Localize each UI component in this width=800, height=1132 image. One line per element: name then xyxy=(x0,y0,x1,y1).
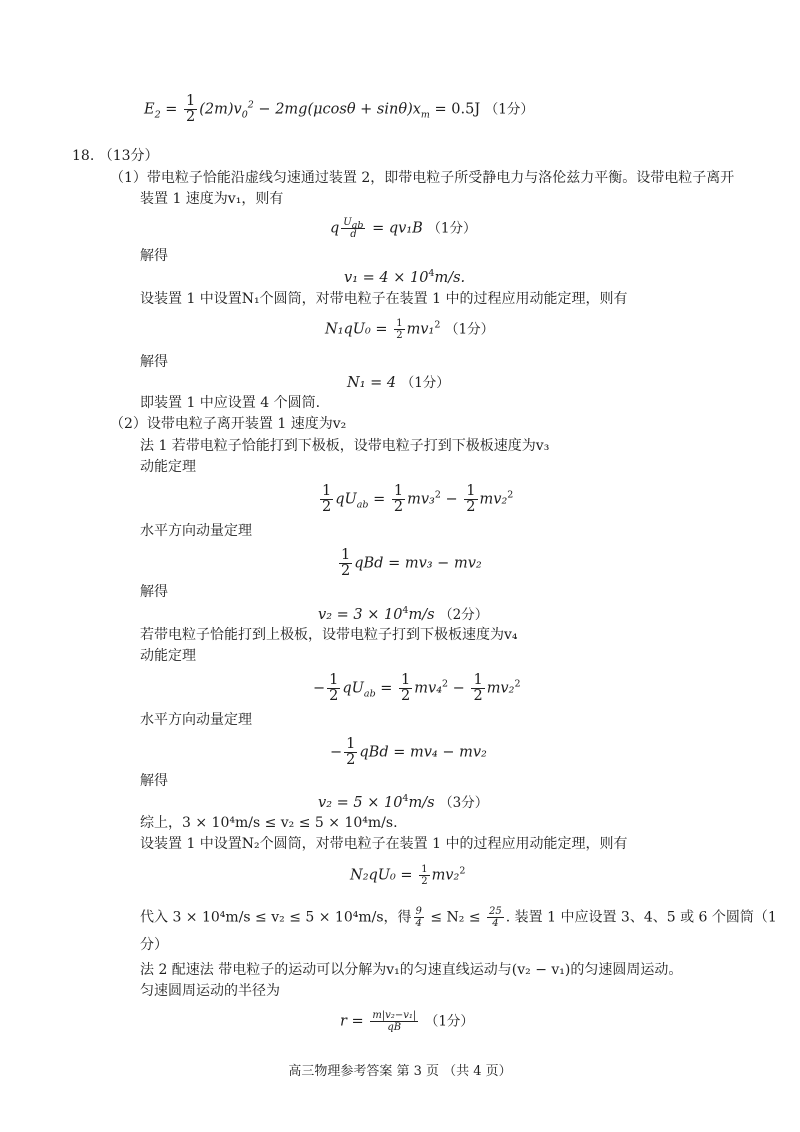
solve-label: 解得 xyxy=(140,584,168,600)
result-n1: N₁ = 4 （1分） xyxy=(347,375,450,391)
part2-n2-line: 设装置 1 中设置N₂个圆筒，对带电粒子在装置 1 中的过程应用动能定理，则有 xyxy=(140,836,628,852)
method2-line-2: 匀速圆周运动的半径为 xyxy=(140,983,280,999)
solve-label: 解得 xyxy=(140,773,168,789)
kinetic-energy-equation-4: N₂qU₀ = $\frac{1}{2}$ mv₂$^2$ xyxy=(350,864,466,887)
momentum-equation-1: $\frac{1}{2}$ qBd = mv₃ − mv₂ xyxy=(341,547,482,579)
method1-line: 法 1 若带电粒子恰能打到下极板，设带电粒子打到下极板速度为v₃ xyxy=(140,438,550,454)
radius-equation: r = $\frac{\text{m|v₂−v₁|}}{qB}$ （1分） xyxy=(340,1010,474,1033)
method1b-line: 若带电粒子恰能打到上极板，设带电粒子打到下极板速度为v₄ xyxy=(140,627,518,643)
result-v2-min: $v_2 = 3 \times 10^4m/s$ （2分） xyxy=(318,605,489,623)
force-balance-equation: q $\frac{U_{ab}}{d}$ = qv₁B （1分） xyxy=(330,217,477,240)
substitute-line: 代入 3 × 10⁴m/s ≤ v₂ ≤ 5 × 10⁴m/s，得 $\frac{9}{4}$ ≤ N₂ ≤ $\frac{25}{4}$ . 装置 1 中应设置 3、4、5 或 6 个圆筒（1 xyxy=(140,906,777,929)
kinetic-energy-equation-2: $\frac{1}{2}$ $qU_{ab}$ = $\frac{1}{2}$ mv₃$^2$ − $\frac{1}{2}$ mv₂$^2$ xyxy=(322,483,514,515)
momentum-equation-2: − $\frac{1}{2}$ qBd = mv₄ − mv₂ xyxy=(330,736,487,768)
energy-equation: $E_2$ = $\frac{1}{2}$ $(2m)v_0^2 - 2mg(\mu\cos\theta + \sin\theta)x_m = 0.5J$ （1分） xyxy=(144,93,534,125)
part2-intro: （2）设带电粒子离开装置 1 速度为v₂ xyxy=(110,416,347,432)
result-v2-max: $v_2 = 5 \times 10^4m/s$ （3分） xyxy=(318,793,489,811)
part1-intro-1: （1）带电粒子恰能沿虚线匀速通过装置 2，即带电粒子所受静电力与洛伦兹力平衡。设带电粒子离开 xyxy=(110,170,735,186)
kinetic-label-1: 动能定理 xyxy=(140,459,196,475)
momentum-label-2: 水平方向动量定理 xyxy=(140,712,252,728)
momentum-label-1: 水平方向动量定理 xyxy=(140,523,252,539)
solve-label: 解得 xyxy=(140,354,168,370)
question-header: 18. （13分） xyxy=(72,148,159,164)
kinetic-energy-equation-1: N₁qU₀ = $\frac{1}{2}$ mv₁$^2$ （1分） xyxy=(325,318,495,341)
substitute-line-cont: 分） xyxy=(140,937,168,953)
fraction: $\frac{1}{2}$ xyxy=(186,93,196,125)
result-v1: $v_1 = 4 \times 10^4m/s$. xyxy=(344,268,466,286)
summary-line: 综上，3 × 10⁴m/s ≤ v₂ ≤ 5 × 10⁴m/s. xyxy=(140,815,398,831)
method2-line-1: 法 2 配速法 带电粒子的运动可以分解为v₁的匀速直线运动与(v₂ − v₁)的匀速圆周运动。 xyxy=(140,962,683,978)
part1-n1-line: 设装置 1 中设置N₁个圆筒，对带电粒子在装置 1 中的过程应用动能定理，则有 xyxy=(140,291,628,307)
part1-conclusion: 即装置 1 中应设置 4 个圆筒. xyxy=(140,395,321,411)
part1-intro-2: 装置 1 速度为v₁，则有 xyxy=(140,191,284,207)
solve-label: 解得 xyxy=(140,248,168,264)
kinetic-label-2: 动能定理 xyxy=(140,648,196,664)
page-footer: 高三物理参考答案 第 3 页 （共 4 页） xyxy=(288,1064,512,1079)
kinetic-energy-equation-3: − $\frac{1}{2}$ $qU_{ab}$ = $\frac{1}{2}$ mv₄$^2$ − $\frac{1}{2}$ mv₂$^2$ xyxy=(313,672,521,704)
